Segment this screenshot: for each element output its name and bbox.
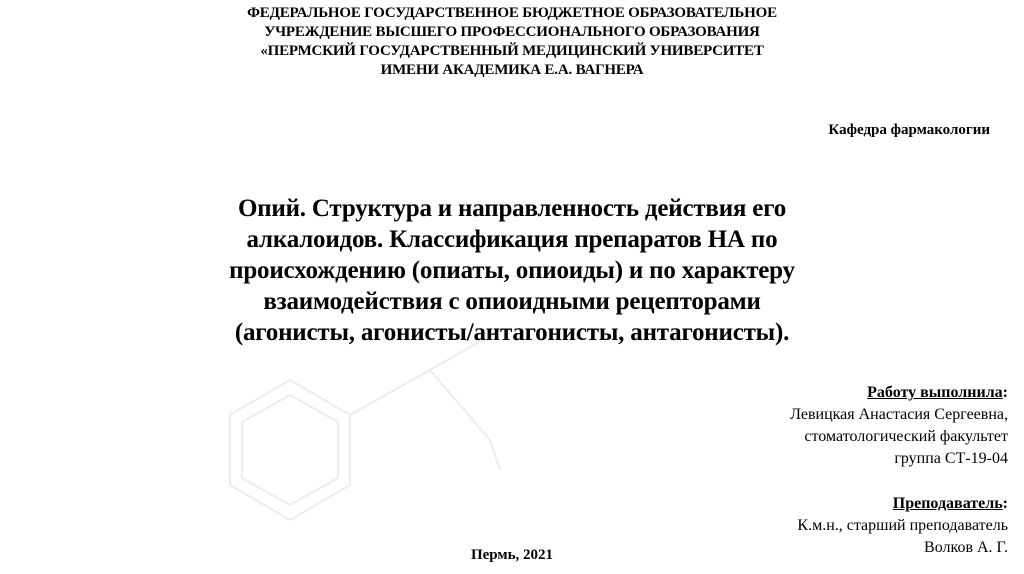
molecule-watermark [200, 320, 560, 574]
department-name: Кафедра фармакологии [828, 122, 990, 138]
title-line: алкалоидов. Классификация препаратов НА по [246, 226, 778, 253]
author-label-colon: : [1002, 384, 1008, 401]
header-line: ИМЕНИ АКАДЕМИКА Е.А. ВАГНЕРА [380, 62, 644, 78]
author-label: Работу выполнила [867, 384, 1003, 401]
page-title [0, 193, 1024, 348]
author-label-row [790, 382, 1008, 404]
city-year: Пермь, 2021 [470, 547, 554, 563]
university-header [0, 4, 1024, 80]
title-line: Опий. Структура и направленность действия его [237, 195, 787, 222]
author-block [790, 382, 1008, 470]
author-name: Левицкая Анастасия Сергеевна, [790, 406, 1008, 423]
author-group: группа СТ-19-04 [894, 450, 1008, 467]
teacher-label-colon: : [1002, 495, 1008, 512]
header-line: «ПЕРМСКИЙ ГОСУДАРСТВЕННЫЙ МЕДИЦИНСКИЙ УНИВЕРСИТЕТ [260, 43, 764, 59]
header-line: ФЕДЕРАЛЬНОЕ ГОСУДАРСТВЕННОЕ БЮДЖЕТНОЕ ОБРАЗОВАТЕЛЬНОЕ [247, 5, 777, 21]
header-line: УЧРЕЖДЕНИЕ ВЫСШЕГО ПРОФЕССИОНАЛЬНОГО ОБРАЗОВАНИЯ [264, 24, 760, 40]
teacher-label-row [797, 493, 1008, 515]
title-line: взаимодействия с опиоидными рецепторами [263, 288, 761, 315]
teacher-label: Преподаватель [892, 495, 1003, 512]
author-faculty: стоматологический факультет [804, 428, 1008, 445]
title-line: (агонисты, агонисты/антагонисты, антагонисты). [234, 319, 790, 346]
teacher-name: Волков А. Г. [924, 539, 1008, 556]
teacher-position: К.м.н., старший преподаватель [797, 517, 1008, 534]
title-line: происхождению (опиаты, опиоиды) и по характеру [229, 257, 795, 284]
